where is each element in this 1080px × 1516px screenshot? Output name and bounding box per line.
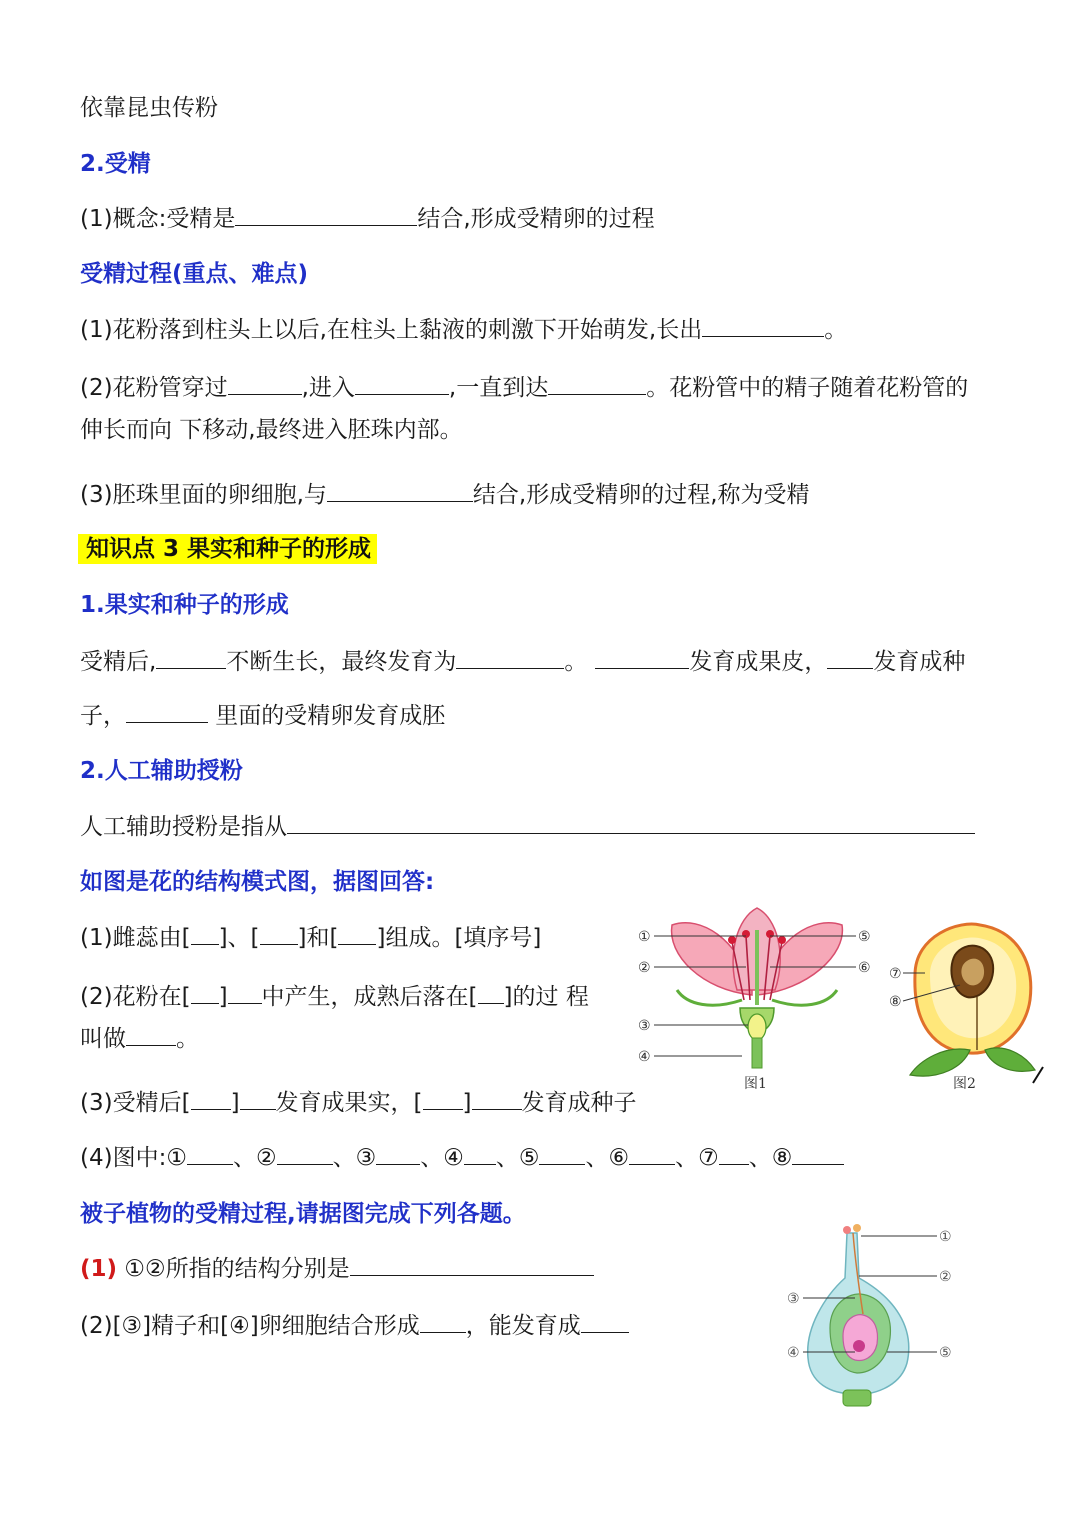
answer-blank[interactable] xyxy=(581,1310,629,1333)
answer-blank[interactable] xyxy=(464,1142,496,1165)
answer-blank[interactable] xyxy=(702,314,824,337)
text: 。 xyxy=(824,317,848,343)
flower-structure-figure xyxy=(632,900,882,1096)
text: ]、[ xyxy=(218,925,260,951)
text: 子， xyxy=(80,703,126,729)
answer-blank[interactable] xyxy=(228,981,262,1004)
text: ] xyxy=(230,1090,240,1116)
answer-blank[interactable] xyxy=(472,1087,522,1110)
process-line-3 xyxy=(80,479,810,511)
fruit-structure-figure xyxy=(885,915,1050,1100)
highlight-label: 知识点 3 果实和种子的形成 xyxy=(78,534,377,564)
answer-blank[interactable] xyxy=(187,1142,233,1165)
answer-blank[interactable] xyxy=(595,646,689,669)
answer-blank[interactable] xyxy=(228,372,302,395)
answer-blank[interactable] xyxy=(260,922,298,945)
section-heading: 2.受精 xyxy=(80,151,151,177)
knowledge-point-heading xyxy=(80,533,377,565)
answer-blank[interactable] xyxy=(420,1310,466,1333)
text: 结合,形成受精卵的过程,称为受精 xyxy=(472,482,810,508)
text: 。 xyxy=(176,1026,199,1052)
answer-blank[interactable] xyxy=(355,372,449,395)
answer-blank[interactable] xyxy=(456,646,564,669)
text: 发育成种 xyxy=(873,649,966,675)
figure-label: ⑥ xyxy=(858,960,871,976)
text: (1)概念:受精是 xyxy=(80,206,236,232)
text: 人工辅助授粉是指从 xyxy=(80,814,287,840)
fruit-line-1 xyxy=(80,646,965,678)
question-4 xyxy=(80,1142,844,1174)
answer-blank[interactable] xyxy=(287,811,975,834)
answer-blank[interactable] xyxy=(156,646,226,669)
process-line-2b: 伸长而向 下移动,最终进入胚珠内部。 xyxy=(80,417,463,443)
angio-question-2 xyxy=(80,1310,629,1342)
text: 不断生长，最终发育为 xyxy=(226,649,457,675)
text: 。 xyxy=(564,649,588,675)
figure-label: ⑦ xyxy=(889,966,902,982)
text: 、⑥ xyxy=(585,1145,630,1171)
process-line-1 xyxy=(80,314,847,346)
text: ]组成。[填序号] xyxy=(376,925,542,951)
pollination-line xyxy=(80,811,975,843)
answer-blank[interactable] xyxy=(423,1087,463,1110)
text: (1)雌蕊由[ xyxy=(80,925,191,951)
text: 发育成果实，[ xyxy=(275,1090,423,1116)
figure-label: ⑤ xyxy=(939,1345,952,1361)
text: (3)受精后[ xyxy=(80,1090,191,1116)
text: 、⑦ xyxy=(675,1145,719,1171)
section-heading: 受精过程(重点、难点) xyxy=(80,261,309,287)
section-heading: 如图是花的结构模式图，据图回答: xyxy=(80,869,435,895)
text: ]的过 程 xyxy=(503,984,589,1010)
process-line-2 xyxy=(80,372,968,404)
answer-blank[interactable] xyxy=(792,1142,844,1165)
text: ]和[ xyxy=(297,925,339,951)
section-heading: 1.果实和种子的形成 xyxy=(80,592,289,618)
text: 、⑤ xyxy=(495,1145,540,1171)
text: ] xyxy=(218,984,228,1010)
figure-label: ③ xyxy=(787,1291,800,1307)
pistil-illustration xyxy=(808,1224,909,1406)
text: ①②所指的结构分别是 xyxy=(117,1256,350,1282)
answer-blank[interactable] xyxy=(350,1253,594,1276)
text-line: 依靠昆虫传粉 xyxy=(80,95,218,121)
text: ，能发育成 xyxy=(465,1313,581,1339)
answer-blank[interactable] xyxy=(191,922,219,945)
question-2b xyxy=(80,1023,199,1055)
figure-label: ① xyxy=(939,1229,952,1245)
answer-blank[interactable] xyxy=(827,646,873,669)
figure-label: ④ xyxy=(638,1049,651,1065)
text: 里面的受精卵发育成胚 xyxy=(208,703,446,729)
answer-blank[interactable] xyxy=(277,1142,333,1165)
text: 叫做 xyxy=(80,1026,126,1052)
text: ] xyxy=(462,1090,472,1116)
answer-blank[interactable] xyxy=(539,1142,585,1165)
figure-label: ④ xyxy=(787,1345,800,1361)
figure-label: ⑤ xyxy=(858,929,871,945)
text: (4)图中:① xyxy=(80,1145,187,1171)
figure-caption: 图2 xyxy=(953,1076,976,1092)
answer-blank[interactable] xyxy=(327,479,473,502)
concept-line xyxy=(80,203,655,235)
text: (2)花粉管穿过 xyxy=(80,375,228,401)
answer-blank[interactable] xyxy=(629,1142,675,1165)
figure-label: ③ xyxy=(638,1018,651,1034)
text: 、⑧ xyxy=(748,1145,793,1171)
text: 、③ xyxy=(332,1145,377,1171)
fruit-line-2 xyxy=(80,700,445,732)
question-1 xyxy=(80,922,541,954)
text: 。花粉管中的精子随着花粉管的 xyxy=(646,375,969,401)
text: ,进入 xyxy=(301,375,355,401)
text: (3)胚珠里面的卵细胞,与 xyxy=(80,482,327,508)
answer-blank[interactable] xyxy=(126,1023,176,1046)
text: 结合,形成受精卵的过程 xyxy=(417,206,655,232)
section-heading: 2.人工辅助授粉 xyxy=(80,758,243,784)
text: (1)花粉落到柱头上以后,在柱头上黏液的刺激下开始萌发,长出 xyxy=(80,317,703,343)
figure-label: ⑧ xyxy=(889,994,902,1010)
text: 中产生，成熟后落在[ xyxy=(261,984,478,1010)
text: ,一直到达 xyxy=(448,375,549,401)
text: (2)[③]精子和[④]卵细胞结合形成 xyxy=(80,1313,420,1339)
pistil-fertilization-figure xyxy=(775,1218,975,1418)
answer-blank[interactable] xyxy=(235,203,417,226)
figure-label: ① xyxy=(638,929,651,945)
answer-blank[interactable] xyxy=(126,700,208,723)
answer-blank[interactable] xyxy=(191,981,219,1004)
question-2 xyxy=(80,981,589,1013)
text: 、④ xyxy=(420,1145,464,1171)
text: 受精后, xyxy=(80,649,157,675)
angio-question-1 xyxy=(80,1253,594,1285)
answer-blank[interactable] xyxy=(240,1087,276,1110)
answer-blank[interactable] xyxy=(338,922,376,945)
question-3 xyxy=(80,1087,637,1119)
figure-caption: 图1 xyxy=(744,1076,767,1092)
section-heading: 被子植物的受精过程,请据图完成下列各题。 xyxy=(80,1201,526,1227)
answer-blank[interactable] xyxy=(478,981,504,1004)
figure-label: ② xyxy=(939,1269,952,1285)
answer-blank[interactable] xyxy=(548,372,646,395)
text: 发育成果皮， xyxy=(689,649,828,675)
answer-blank[interactable] xyxy=(719,1142,749,1165)
text: 、② xyxy=(232,1145,277,1171)
answer-blank[interactable] xyxy=(191,1087,231,1110)
text: 发育成种子 xyxy=(521,1090,637,1116)
fruit-illustration xyxy=(910,924,1043,1083)
text: (2)花粉在[ xyxy=(80,984,191,1010)
figure-label: ② xyxy=(638,960,651,976)
flower-illustration xyxy=(672,908,843,1068)
answer-blank[interactable] xyxy=(376,1142,420,1165)
question-number: (1) xyxy=(80,1256,118,1282)
